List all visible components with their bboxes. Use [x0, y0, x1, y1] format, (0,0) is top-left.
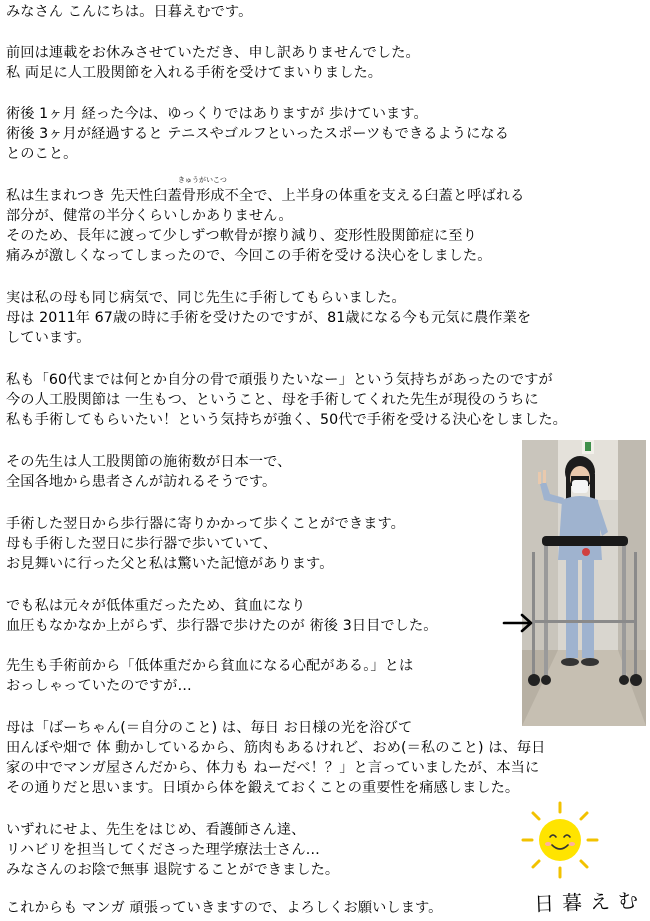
text-line: しています。	[6, 330, 91, 346]
text-line: その先生は人工股関節の施術数が日本一で、	[6, 454, 292, 470]
text-line: そのため、長年に渡って少しずつ軟骨が擦り減り、変形性股関節症に至り	[6, 228, 477, 244]
text-line: 部分が、健常の半分くらいしかありません。	[6, 208, 293, 224]
text-line: 母は 2011年 67歳の時に手術を受けたのですが、81歳になる今も元気に農作業を	[6, 310, 532, 326]
text-line: 私 両足に人工股関節を入れる手術を受けてまいりました。	[6, 65, 383, 81]
smiling-sun-icon	[520, 800, 600, 880]
text-line: お見舞いに行った父と私は驚いた記憶があります。	[6, 556, 334, 572]
text-line: おっしゃっていたのですが…	[6, 678, 192, 694]
text-line: 私も手術してもらいたい！という気持ちが強く、50代で手術を受ける決心をしました。	[6, 412, 567, 428]
text-line: 前回は連載をお休みさせていただき、申し訳ありませんでした。	[6, 45, 420, 61]
text-line: 母も手術した翌日に歩行器で歩いていて、	[6, 536, 278, 552]
author-signature: 日暮えむ	[533, 888, 647, 916]
text-line: みなさんのお陰で無事 退院することができました。	[6, 862, 340, 878]
ruby-annotation: きゅうがいこつ	[178, 176, 227, 184]
right-arrow-icon	[502, 612, 536, 634]
greeting: みなさん こんにちは。日暮えむです。	[6, 4, 253, 20]
text-line: 全国各地から患者さんが訪れるそうです。	[6, 474, 277, 490]
text-line: 術後 3ヶ月が経過すると テニスやゴルフといったスポーツもできるようになる	[6, 126, 509, 142]
text-line: その通りだと思います。日頃から体を鍛えておくことの重要性を痛感しました。	[6, 780, 520, 796]
text-line: リハビリを担当してくださった理学療法士さん…	[6, 842, 320, 858]
text-line: いずれにせよ、先生をはじめ、看護師さん達、	[6, 822, 306, 838]
text-line: 私も「60代までは何とか自分の骨で頑張りたいなー」という気持ちがあったのですが	[6, 372, 553, 388]
text-line: とのこと。	[6, 146, 78, 162]
text-line: 今の人工股関節は 一生もつ、ということ、母を手術してくれた先生が現役のうちに	[6, 392, 539, 408]
text-line: 母は「ばーちゃん(＝自分のこと) は、毎日 お日様の光を浴びて	[6, 720, 413, 736]
text-line: 手術した翌日から歩行器に寄りかかって歩くことができます。	[6, 516, 405, 532]
text-line: 先生も手術前から「低体重だから貧血になる心配がある。」とは	[6, 658, 414, 674]
text-line: 家の中でマンガ屋さんだから、体力も ねーだべ！？」と言っていましたが、本当に	[6, 760, 540, 776]
closing-line: これからも マンガ 頑張っていきますので、よろしくお願いします。	[6, 900, 443, 916]
text-line: 痛みが激しくなってしまったので、今回この手術を受ける決心をしました。	[6, 248, 492, 264]
text-line: 実は私の母も同じ病気で、同じ先生に手術してもらいました。	[6, 290, 406, 306]
text-line: 田んぼや畑で 体 動かしているから、筋肉もあるけれど、おめ(＝私のこと) は、毎日	[6, 740, 546, 756]
person-with-walker-photo	[522, 440, 646, 726]
text-line: 血圧もなかなか上がらず、歩行器で歩けたのが 術後 3日目でした。	[6, 618, 438, 634]
text-line: 術後 1ヶ月 経った今は、ゆっくりではありますが 歩けています。	[6, 106, 428, 122]
text-line: 私は生まれつき 先天性臼蓋骨形成不全で、上半身の体重を支える臼蓋と呼ばれる	[6, 188, 525, 204]
text-line: でも私は元々が低体重だったため、貧血になり	[6, 598, 306, 614]
